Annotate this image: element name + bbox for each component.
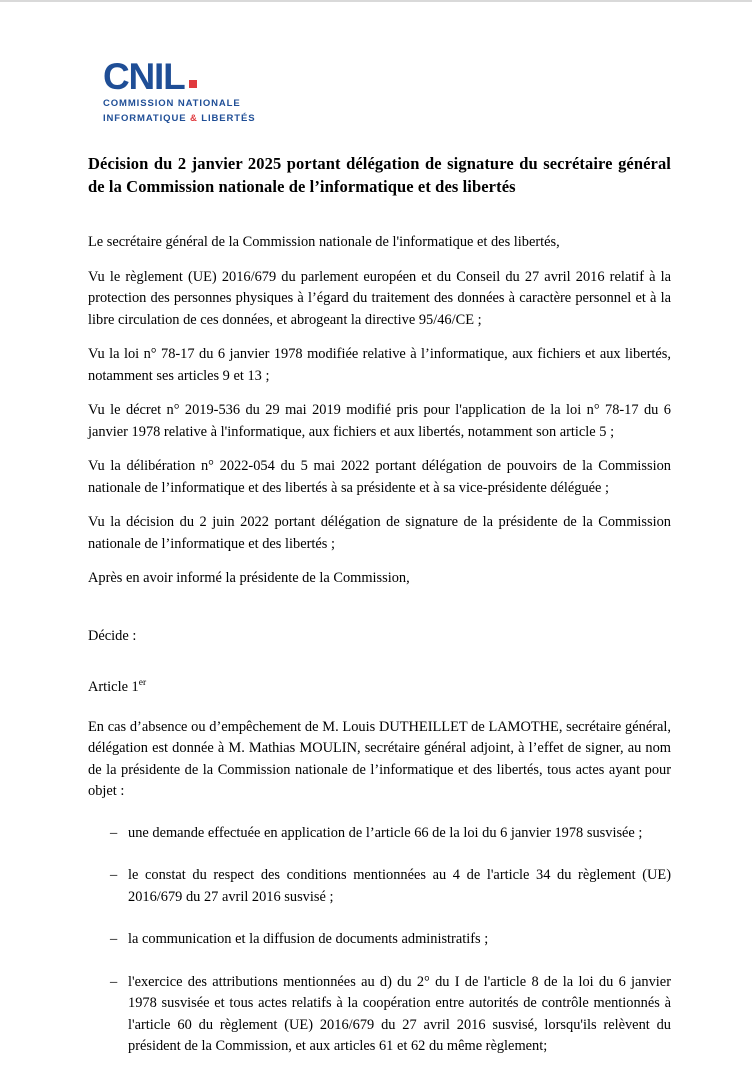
cnil-logo (103, 58, 313, 125)
list-item (88, 972, 671, 1058)
bullet-dash-icon: – (110, 931, 118, 947)
list-item-text: une demande effectuée en application de l’article 66 de la loi du 6 janvier 1978 susvisée ; (128, 824, 643, 841)
article-body-paragraph: En cas d’absence ou d’empêchement de M. Louis DUTHEILLET de LAMOTHE, secrétaire général, délégation est donnée à M. Mathias MOULIN, secrétaire général adjoint, à l’effet de signer, au nom de la présidente de la Commission nationale de l’informatique et des libertés, tous actes ayant pour objet : (88, 718, 671, 799)
cnil-wordmark-text: CNIL (103, 56, 185, 97)
preamble-paragraph: Vu la loi n° 78-17 du 6 janvier 1978 modifiée relative à l’informatique, aux fichiers et aux libertés, notamment ses articles 9 et 13 ; (88, 346, 671, 384)
cnil-wordmark (103, 58, 313, 96)
bullet-dash-icon: – (110, 824, 118, 841)
list-item (88, 929, 671, 951)
page-title: Décision du 2 janvier 2025 portant délégation de signature du secrétaire général de la Commission nationale de l’informatique et des libertés (88, 154, 671, 196)
list-item (88, 823, 671, 845)
preamble-paragraph: Vu la décision du 2 juin 2022 portant délégation de signature de la présidente de la Commission nationale de l’informatique et des libertés ; (88, 514, 671, 552)
cnil-tagline-line-2 (103, 113, 313, 126)
cnil-logo-red-square-icon (189, 80, 197, 88)
article-heading-text: Article 1 (88, 679, 139, 695)
list-item (88, 865, 671, 908)
cnil-tagline-ampersand: & (190, 112, 198, 124)
bullet-dash-icon: – (110, 867, 118, 883)
article-heading-ordinal-suffix: er (138, 678, 147, 689)
bullet-dash-icon: – (110, 973, 118, 990)
cnil-tagline-libertes: LIBERTÉS (197, 112, 256, 124)
list-item-text: le constat du respect des conditions mentionnées au 4 de l'article 34 du règlement (UE) 2016/679 du 27 avril 2016 susvisé ; (128, 867, 671, 905)
preamble-paragraph: Vu le règlement (UE) 2016/679 du parlement européen et du Conseil du 27 avril 2016 relatif à la protection des personnes physiques à l’égard du traitement des données à caractère personnel et à la libre circulation de ces données, et abrogeant la directive 95/46/CE ; (88, 268, 671, 328)
list-item-text: l'exercice des attributions mentionnées au d) du 2° du I de l'article 8 de la loi du 6 janvier 1978 susvisée et tous actes relatifs à la coopération entre autorités de contrôle mentionnés à l'article 60 du règlement (UE) 2016/679 du 27 avril 2016 susvisé, lorsqu'ils relèvent du président de la Commission, et aux articles 61 et 62 du même règlement; (128, 973, 671, 1054)
preamble-paragraph: Après en avoir informé la présidente de la Commission, (88, 570, 410, 586)
article-item-list (88, 823, 671, 1058)
list-item-text: la communication et la diffusion de documents administratifs ; (128, 931, 489, 947)
cnil-tagline-line-1: COMMISSION NATIONALE (103, 98, 241, 109)
decide-label: Décide : (88, 627, 137, 644)
preamble-paragraph: Le secrétaire général de la Commission nationale de l'informatique et des libertés, (88, 234, 560, 250)
cnil-tagline-informatique: INFORMATIQUE (103, 112, 190, 124)
article-heading (88, 677, 671, 699)
document-content (88, 152, 671, 1079)
preamble-paragraph: Vu le décret n° 2019-536 du 29 mai 2019 modifié pris pour l'application de la loi n° 78-17 du 6 janvier 1978 relative à l'informatique, aux fichiers et aux libertés, notamment son article 5 ; (88, 402, 671, 440)
preamble-paragraph: Vu la délibération n° 2022-054 du 5 mai 2022 portant délégation de pouvoirs de la Commission nationale de l’informatique et des libertés à sa présidente et à sa vice-présidente déléguée ; (88, 458, 671, 496)
